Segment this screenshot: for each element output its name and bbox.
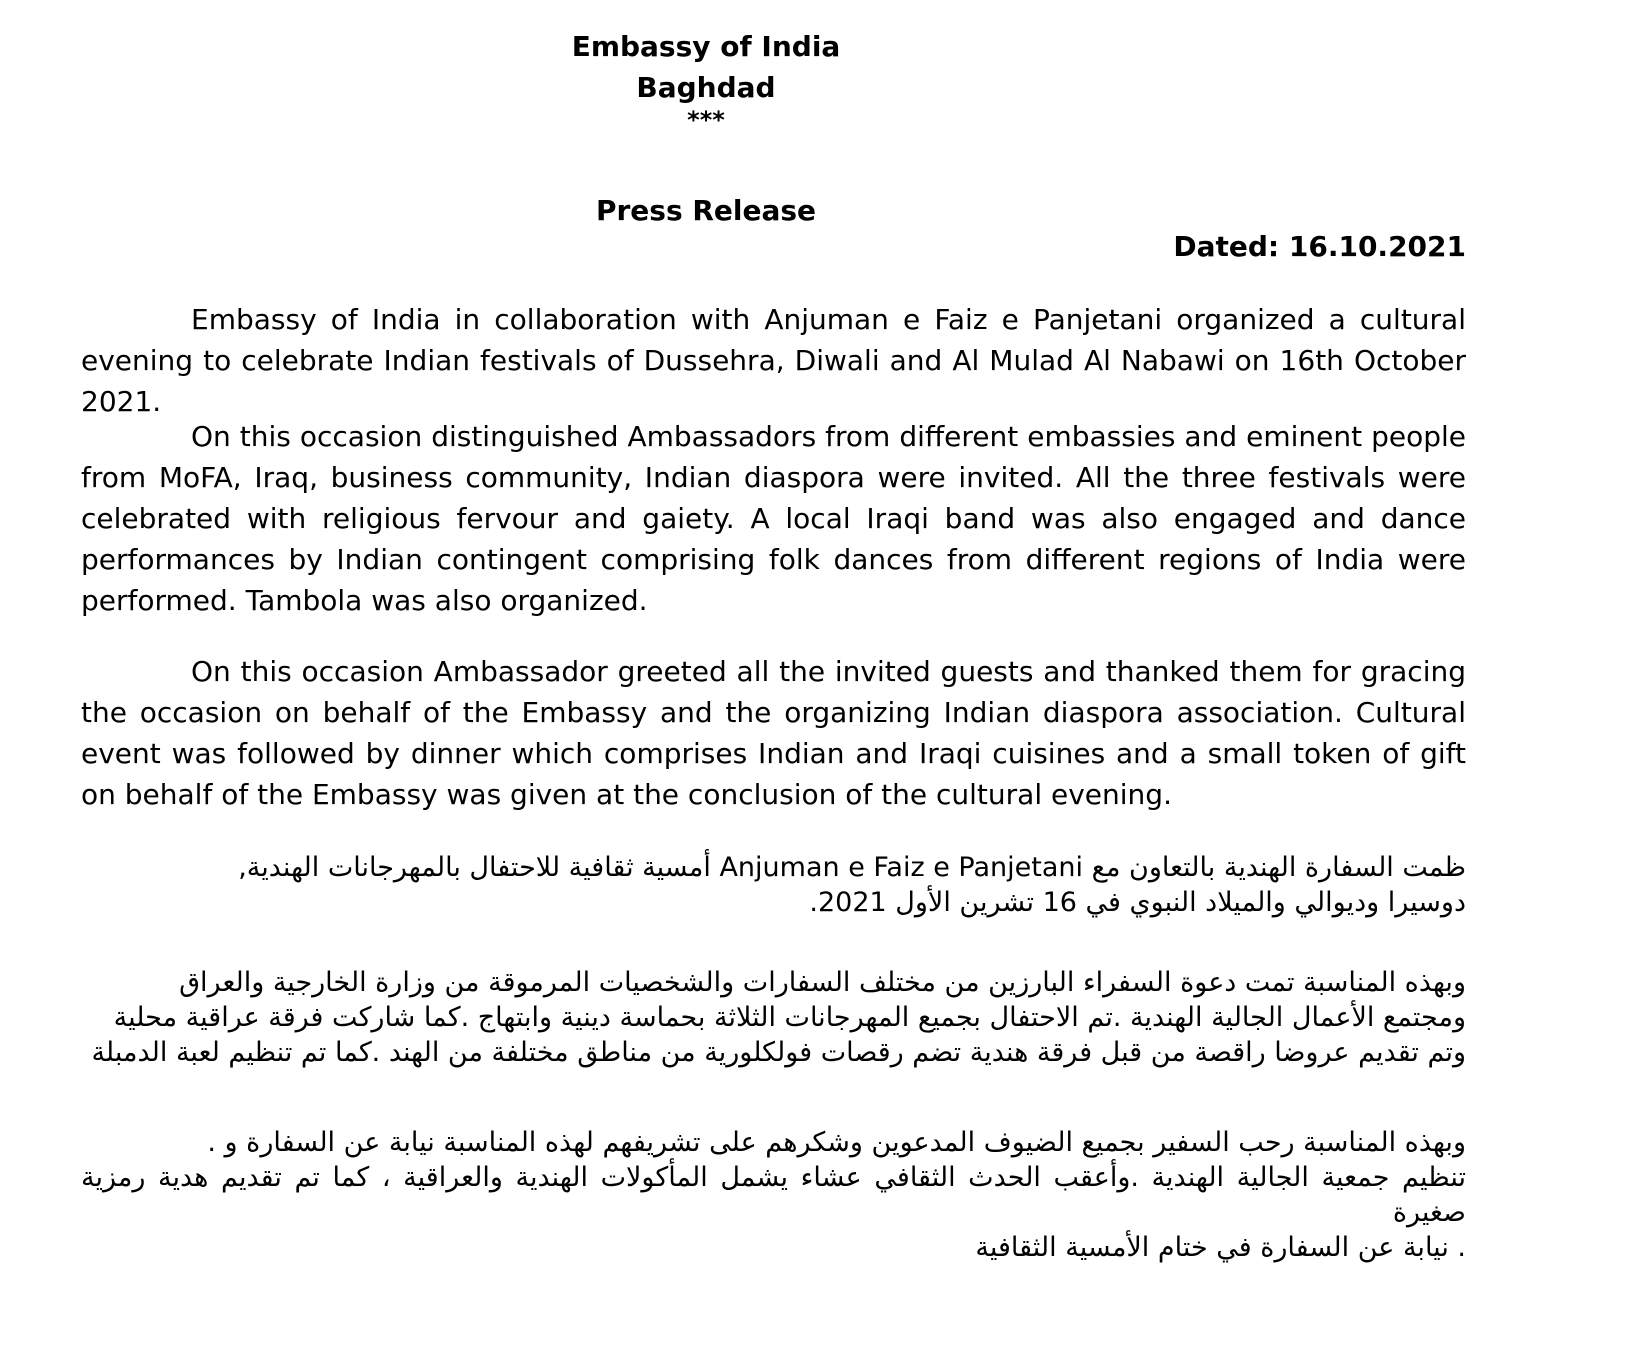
arabic-line: تنظيم جمعية الجالية الهندية .وأعقب الحدث الثقافي عشاء يشمل المأكولات الهندية والعراقية ، كما تم تقديم هدية رمزية صغيرة (81, 1162, 1466, 1228)
english-paragraph-2: On this occasion distinguished Ambassadors from different embassies and eminent people from MoFA, Iraq, business community, Indian diaspora were invited. All the three festivals were celebrated with religious fervour and gaiety. A local Iraqi band was also engaged and dance performances by Indian contingent comprising folk dances from different regions of India were performed. Tambola was also organized. (81, 420, 1466, 617)
document-title: Press Release (595, 194, 817, 227)
arabic-line: دوسيرا وديوالي والميلاد النبوي في 16 تشرين الأول 2021. (809, 887, 1466, 918)
english-paragraph-1: Embassy of India in collaboration with Anjuman e Faiz e Panjetani organized a cultural evening to celebrate Indian festivals of Dussehra, Diwali and Al Mulad Al Nabawi on 16th October 2021. (81, 303, 1466, 418)
arabic-line: وتم تقديم عروضا راقصة من قبل فرقة هندية تضم رقصات فولكلورية من مناطق مختلفة من الهند .كما تم تنظيم لعبة الدمبلة (91, 1037, 1466, 1068)
date-line: Dated: 16.10.2021 (1173, 230, 1466, 263)
arabic-line: ظمت السفارة الهندية بالتعاون مع Anjuman e Faiz e Panjetani أمسية ثقافية للاحتفال بالمهرجانات الهندية, (238, 852, 1466, 883)
arabic-line: وبهذه المناسبة رحب السفير بجميع الضيوف المدعوين وشكرهم على تشريفهم لهذه المناسبة نيابة عن السفارة و . (207, 1127, 1466, 1158)
english-paragraph-3: On this occasion Ambassador greeted all the invited guests and thanked them for gracing the occasion on behalf of the Embassy and the organizing Indian diaspora association. Cultural event was followed by dinner which comprises Indian and Iraqi cuisines and a small token of gift on behalf of the Embassy was given at the conclusion of the cultural evening. (81, 655, 1466, 811)
separator: *** (687, 106, 725, 134)
org-name: Embassy of India (571, 30, 841, 63)
arabic-paragraph-2 (81, 965, 1466, 1070)
arabic-line: وبهذه المناسبة تمت دعوة السفراء البارزين من مختلف السفارات والشخصيات المرموقة من وزارة الخارجية والعراق (179, 967, 1466, 998)
arabic-line: ومجتمع الأعمال الجالية الهندية .تم الاحتفال بجميع المهرجانات الثلاثة بحماسة دينية وابتهاج .كما شاركت فرقة عراقية محلية (113, 1002, 1466, 1033)
arabic-line: . نيابة عن السفارة في ختام الأمسية الثقافية (975, 1232, 1466, 1263)
arabic-paragraph-3 (81, 1125, 1466, 1265)
city-name: Baghdad (636, 71, 776, 104)
arabic-paragraph-1 (81, 850, 1466, 920)
